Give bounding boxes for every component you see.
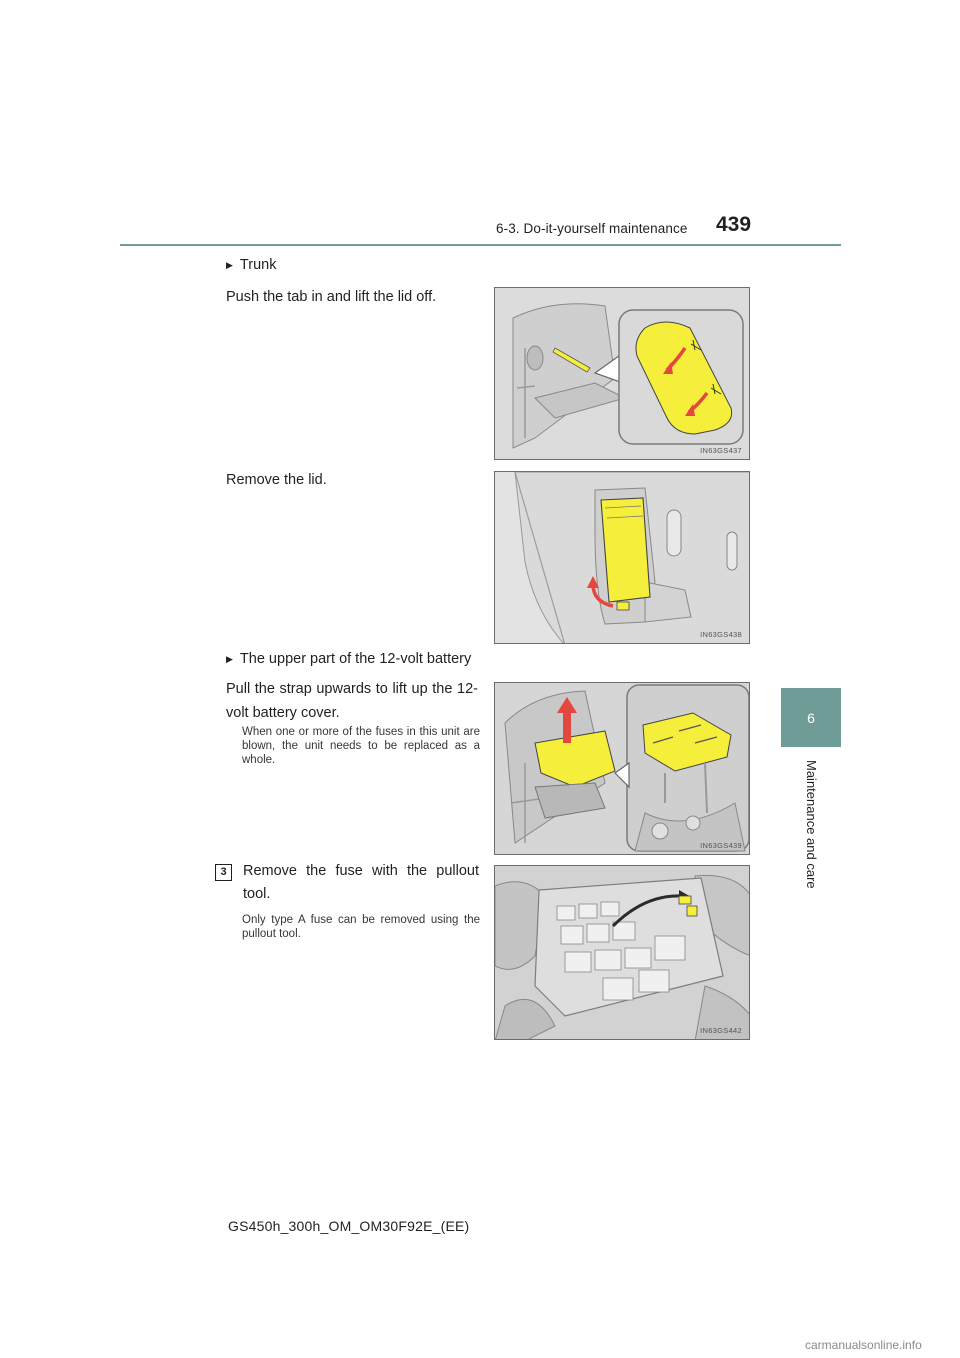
step-number-badge: 3 [215,864,232,881]
figure-code: IN63GS438 [700,630,742,639]
battery-cover-illustration [495,683,750,855]
header-divider [120,244,841,246]
battery-step-pull-strap: Pull the strap upwards to lift up the 12-volt battery cover. [226,681,478,721]
battery-heading: ▶ The upper part of the 12-volt battery [226,651,472,667]
chapter-title: Maintenance and care [804,760,819,889]
remove-lid-illustration [495,472,750,644]
triangle-bullet-icon: ▶ [226,654,233,664]
trunk-tab-illustration [495,288,750,460]
figure-code: IN63GS439 [700,841,742,850]
trunk-step-remove-lid: Remove the lid. [226,472,327,488]
page-number: 439 [716,213,752,236]
figure-remove-lid [494,471,750,644]
chapter-number: 6 [807,709,815,726]
trunk-heading: ▶ Trunk [226,257,277,273]
document-code: GS450h_300h_OM_OM30F92E_(EE) [228,1218,470,1234]
figure-code: IN63GS442 [700,1026,742,1035]
watermark: carmanualsonline.info [805,1338,922,1352]
trunk-step-push-tab: Push the tab in and lift the lid off. [226,289,437,305]
figure-trunk-tab [494,287,750,460]
figure-battery-cover [494,682,750,855]
step3-note: Only type A fuse can be removed using the pullout tool. [242,914,480,940]
step3-remove-fuse: Remove the fuse with the pullout tool. [243,863,479,902]
figure-code: IN63GS437 [700,446,742,455]
fuse-box-illustration [495,866,750,1040]
section-title: 6-3. Do-it-yourself maintenance [496,221,688,236]
triangle-bullet-icon: ▶ [226,260,233,270]
figure-fuse-pullout [494,865,750,1040]
chapter-tab [781,688,841,747]
battery-note: When one or more of the fuses in this unit are blown, the unit needs to be replaced as a whole. [242,726,480,766]
